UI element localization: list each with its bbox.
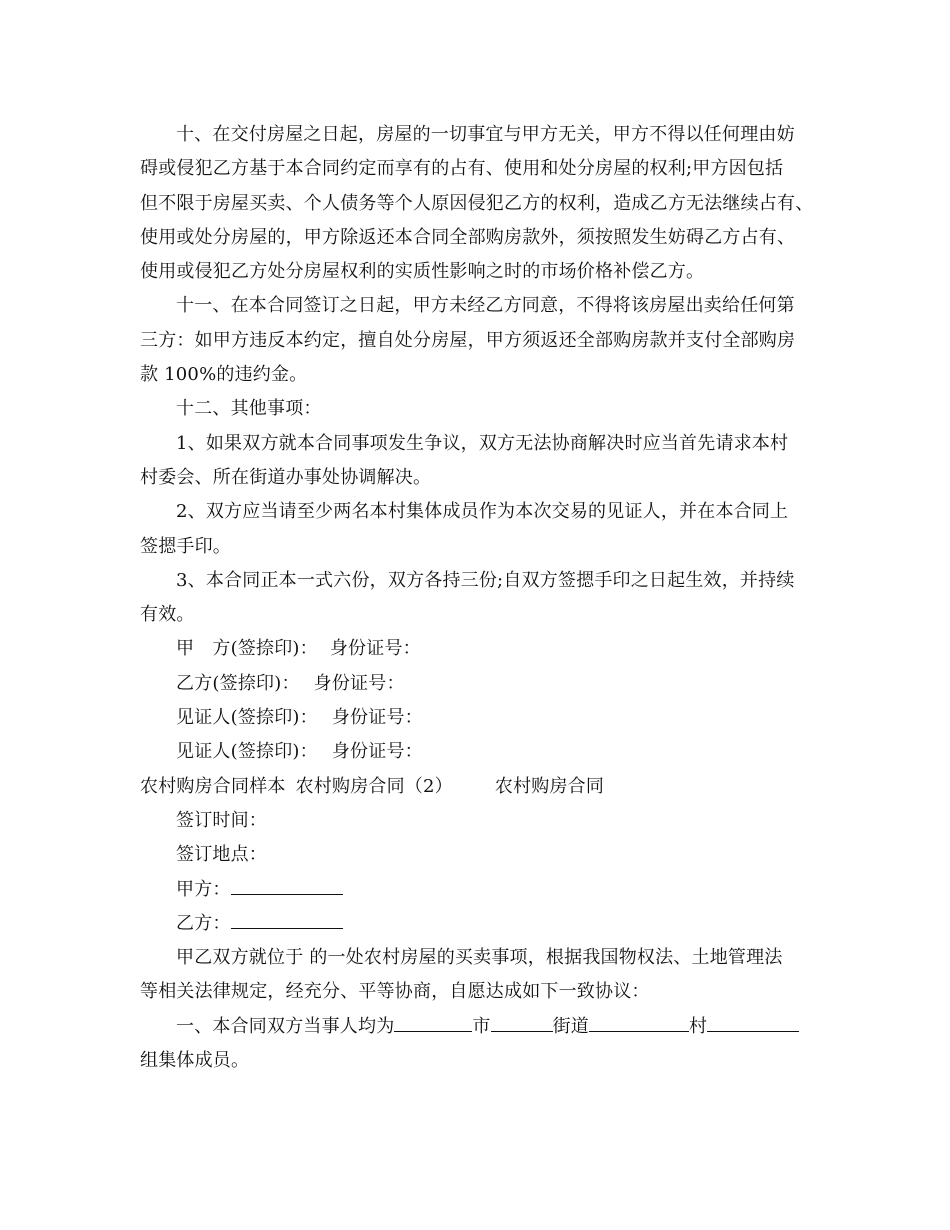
street-label: 街道 [552,1015,590,1037]
clause-11-line-3: 款 100%的违约金。 [140,364,308,386]
signature-party-a [140,632,820,666]
article-1-line-2: 组集体成员。 [140,1050,250,1072]
id-number-label: 身份证号： [331,707,423,729]
signature-party-b [140,667,820,701]
contract-heading [140,770,820,804]
signature-witness-1-label: 见证人(签捺印)： [176,707,318,729]
signature-witness-2 [140,735,820,769]
heading-right: 农村购房合同 [494,775,605,797]
clause-10-line-4: 使用或处分房屋的，甲方除返还本合同全部购房款外，须按照发生妨碍乙方占有、 [140,226,796,248]
id-number-label: 身份证号： [313,672,405,694]
sign-place: 签订地点： [176,844,267,866]
item-2-line-1: 2、双方应当请至少两名本村集体成员作为本次交易的见证人，并在本合同上 [176,501,789,523]
clause-12-heading: 十二、其他事项： [176,398,322,420]
item-2-line-2: 签摁手印。 [140,535,231,557]
clause-10-line-2: 碍或侵犯乙方基于本合同约定而享有的占有、使用和处分房屋的权利;甲方因包括 [140,158,784,180]
document-page [140,118,820,1078]
party-b-line [140,907,820,941]
heading-left: 农村购房合同样本 [140,775,286,797]
intro-line-1: 甲乙双方就位于 的一处农村房屋的买卖事项，根据我国物权法、土地管理法 [176,947,783,969]
signature-party-b-label: 乙方(签捺印)： [176,672,300,694]
party-a-blank [231,875,343,895]
article-1-line-1 [140,1010,820,1044]
id-number-label: 身份证号： [329,638,421,660]
sign-time: 签订时间： [176,809,267,831]
village-label: 村 [689,1015,708,1037]
item-1-line-1: 1、如果双方就本合同事项发生争议，双方无法协商解决时应当首先请求本村 [176,432,789,454]
signature-witness-2-label: 见证人(签捺印)： [176,741,318,763]
signature-party-a-label: 甲 方(签捺印)： [176,638,318,660]
clause-10-line-1: 十、在交付房屋之日起，房屋的一切事宜与甲方无关，甲方不得以任何理由妨 [176,124,795,145]
intro-line-2: 等相关法律规定，经充分、平等协商，自愿达成如下一致协议： [140,981,650,1003]
article-1-text: 一、本合同双方当事人均为 [176,1015,395,1037]
party-a-label: 甲方： [176,878,231,900]
item-3-line-2: 有效。 [140,604,195,626]
clause-11-line-1: 十一、在本合同签订之日起，甲方未经乙方同意，不得将该房屋出卖给任何第 [176,295,795,317]
city-blank [394,1012,472,1032]
clause-10-line-3: 但不限于房屋买卖、个人债务等个人原因侵犯乙方的权利，造成乙方无法继续占有、 [140,192,814,214]
clause-11-line-2: 三方：如甲方违反本约定，擅自处分房屋，甲方须返还全部购房款并支付全部购房 [140,329,796,351]
village-blank [589,1012,689,1032]
party-b-blank [231,909,343,929]
party-b-label: 乙方： [176,912,231,934]
heading-mid: 农村购房合同（2） [295,775,453,797]
item-1-line-2: 村委会、所在街道办事处协调解决。 [140,466,432,488]
id-number-label: 身份证号： [331,741,423,763]
clause-10-line-5: 使用或侵犯乙方处分房屋权利的实质性影响之时的市场价格补偿乙方。 [140,261,705,283]
signature-witness-1 [140,701,820,735]
city-label: 市 [472,1015,491,1037]
item-3-line-1: 3、本合同正本一式六份，双方各持三份;自双方签摁手印之日起生效，并持续 [176,569,795,591]
party-a-line [140,873,820,907]
street-blank [491,1012,553,1032]
group-blank [707,1012,799,1032]
